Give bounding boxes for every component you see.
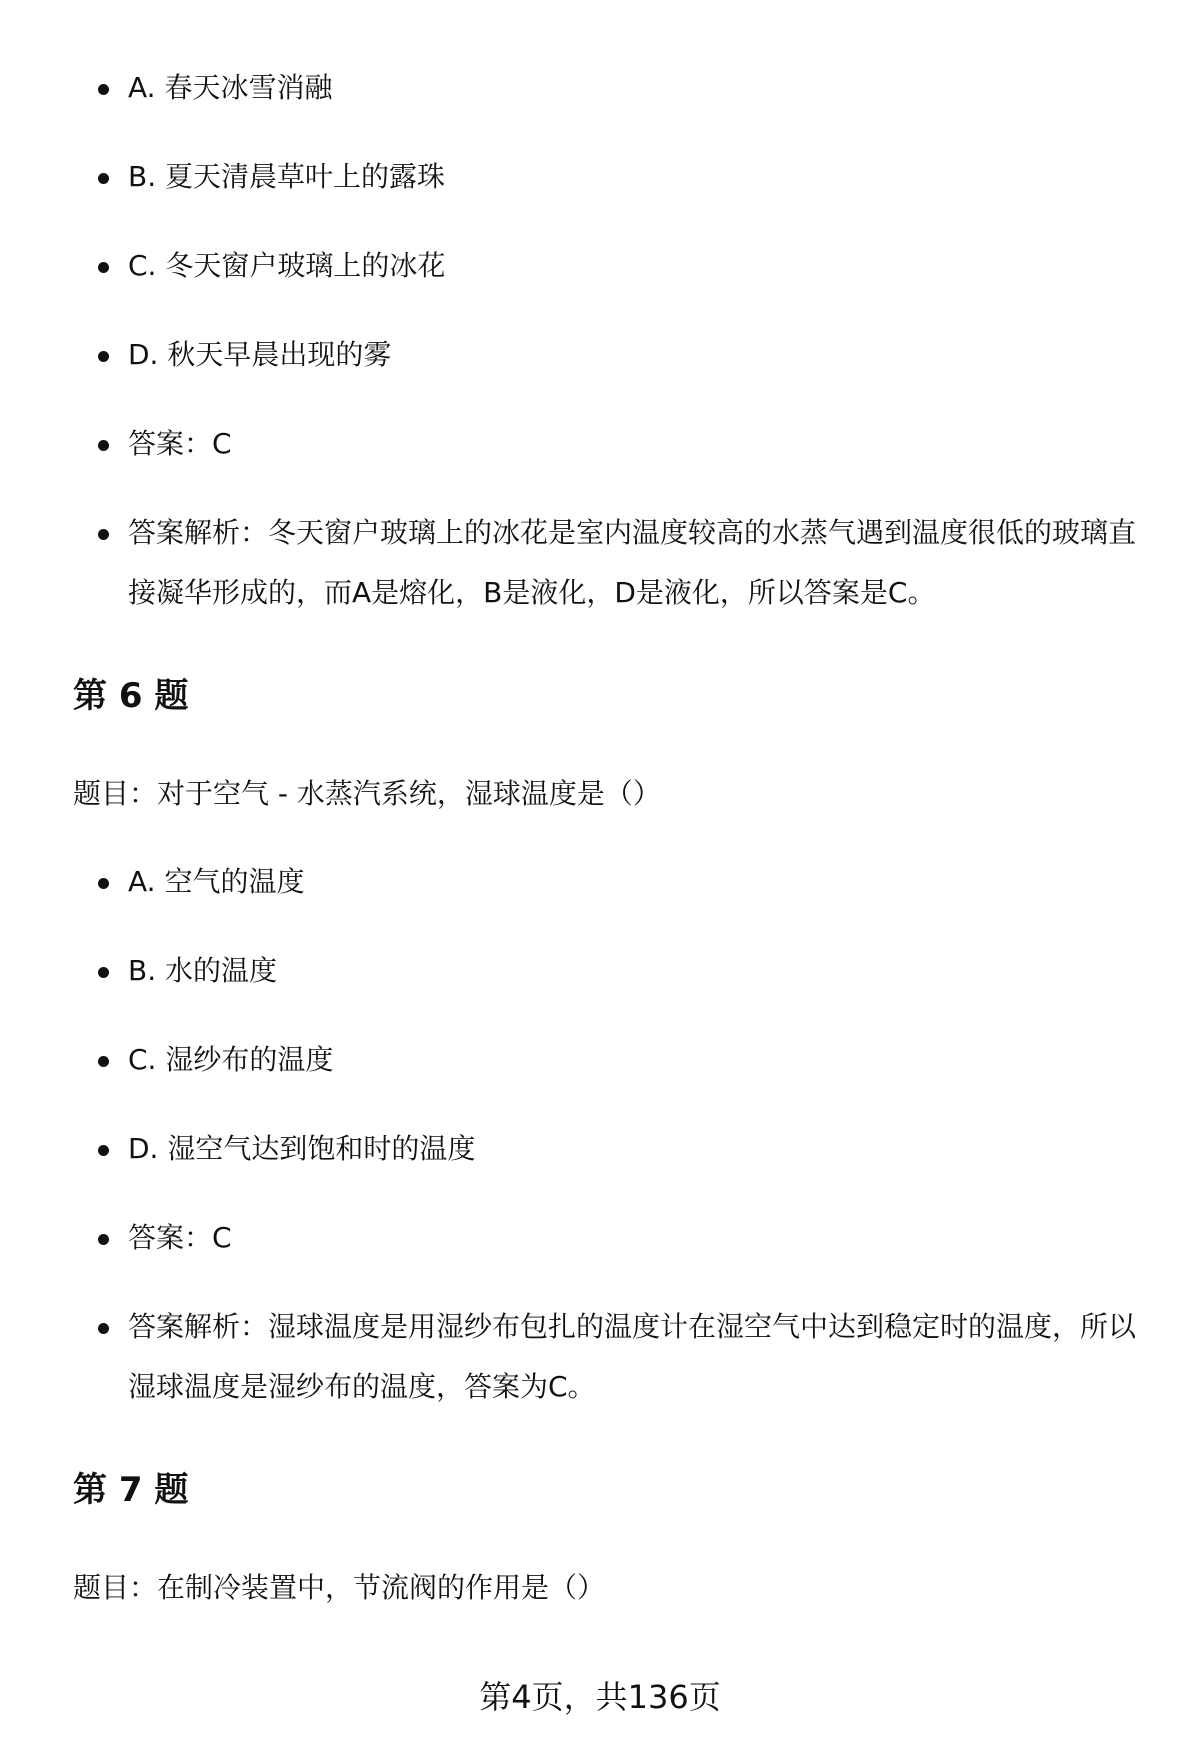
- question-heading: 第 7 题: [73, 1470, 189, 1510]
- option-d: [0, 325, 1200, 385]
- answer-line: [0, 414, 1200, 474]
- question-7-heading-block: [0, 1466, 1200, 1514]
- option-c: [0, 236, 1200, 296]
- bullet-icon: [98, 529, 109, 540]
- question-6-options: [0, 852, 1200, 1417]
- bullet-icon: [98, 262, 109, 273]
- bullet-icon: [98, 1323, 109, 1334]
- bullet-icon: [98, 173, 109, 184]
- explanation: [0, 1297, 1200, 1417]
- bullet-icon: [98, 351, 109, 362]
- bullet-icon: [98, 1145, 109, 1156]
- answer-line: [0, 1208, 1200, 1268]
- answer-text: 答案：C: [128, 427, 232, 460]
- bullet-icon: [98, 84, 109, 95]
- bullet-icon: [98, 1234, 109, 1245]
- question-7-stem-block: [0, 1568, 1200, 1608]
- explanation: [0, 503, 1200, 623]
- option-b: [0, 941, 1200, 1001]
- question-6-stem-block: [0, 774, 1200, 814]
- answer-text: 答案：C: [128, 1221, 232, 1254]
- option-a: [0, 852, 1200, 912]
- bullet-icon: [98, 1056, 109, 1067]
- option-b: [0, 147, 1200, 207]
- explanation-text: 答案解析：冬天窗户玻璃上的冰花是室内温度较高的水蒸气遇到温度很低的玻璃直接凝华形成的，而A是熔化，B是液化，D是液化，所以答案是C。: [128, 516, 1137, 609]
- question-6-heading-block: [0, 672, 1200, 720]
- option-text: B. 夏天清晨草叶上的露珠: [128, 160, 446, 193]
- option-text: D. 湿空气达到饱和时的温度: [128, 1132, 476, 1165]
- question-heading: 第 6 题: [73, 676, 189, 716]
- explanation-text: 答案解析：湿球温度是用湿纱布包扎的温度计在湿空气中达到稳定时的温度，所以湿球温度是湿纱布的温度，答案为C。: [128, 1310, 1137, 1403]
- bullet-icon: [98, 440, 109, 451]
- option-text: C. 湿纱布的温度: [128, 1043, 334, 1076]
- option-text: A. 春天冰雪消融: [128, 71, 333, 104]
- question-5-options: [0, 58, 1200, 623]
- question-stem: 题目：在制冷装置中，节流阀的作用是（）: [73, 1571, 606, 1604]
- question-stem: 题目：对于空气 - 水蒸汽系统，湿球温度是（）: [73, 777, 661, 810]
- option-c: [0, 1030, 1200, 1090]
- bullet-icon: [98, 967, 109, 978]
- option-text: B. 水的温度: [128, 954, 278, 987]
- option-d: [0, 1119, 1200, 1179]
- option-a: [0, 58, 1200, 118]
- option-text: A. 空气的温度: [128, 865, 305, 898]
- bullet-icon: [98, 878, 109, 889]
- option-text: C. 冬天窗户玻璃上的冰花: [128, 249, 446, 282]
- option-text: D. 秋天早晨出现的雾: [128, 338, 392, 371]
- page-number-footer: 第4页，共136页: [479, 1678, 721, 1716]
